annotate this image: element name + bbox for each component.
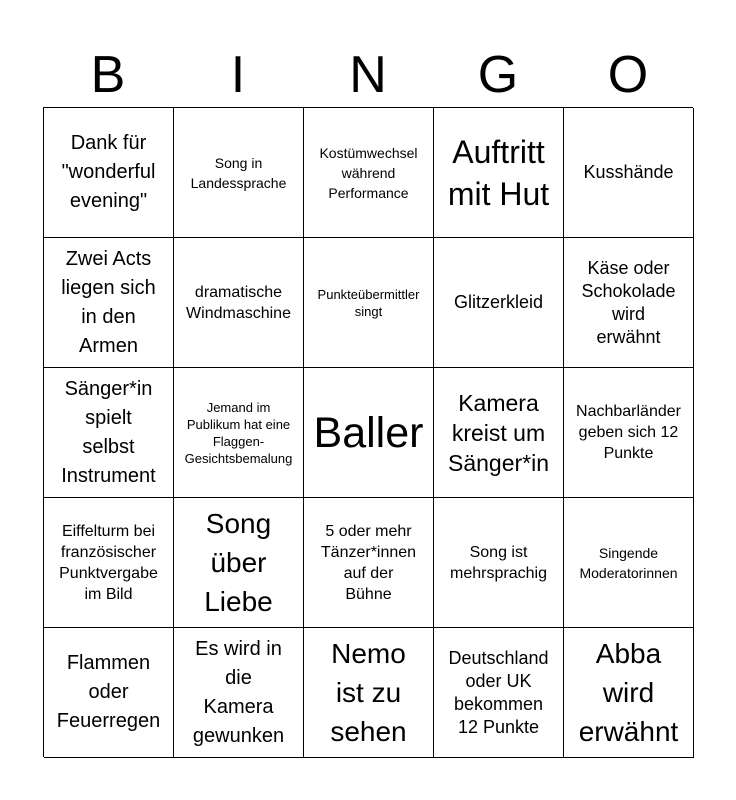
bingo-cell[interactable]: [304, 498, 434, 628]
header-letter-n: N: [349, 46, 387, 104]
bingo-cell[interactable]: [564, 108, 694, 238]
bingo-cell[interactable]: [174, 368, 304, 498]
bingo-cell[interactable]: [174, 238, 304, 368]
bingo-cell[interactable]: [304, 238, 434, 368]
bingo-cell-text: Flammen oder Feuerregen: [56, 652, 161, 732]
bingo-cell-text: dramatische Windmaschine: [186, 283, 291, 322]
bingo-cell[interactable]: [44, 238, 174, 368]
bingo-cell-text: Eiffelturm bei französischer Punktvergabe im Bild: [59, 522, 158, 603]
bingo-cell-text: Punkteübermittler singt: [317, 286, 420, 319]
header-letter-g: G: [477, 46, 519, 104]
bingo-cell-text: Song ist mehrsprachig: [450, 543, 547, 582]
bingo-cell[interactable]: [44, 108, 174, 238]
bingo-cell-text: Kostümwechsel während Performance: [319, 144, 418, 201]
bingo-cell[interactable]: [304, 368, 434, 498]
bingo-cell[interactable]: [434, 368, 564, 498]
bingo-cell[interactable]: [434, 628, 564, 758]
header-letter-i: I: [230, 46, 246, 104]
bingo-cell-text: Kamera kreist um Sänger*in: [447, 389, 550, 476]
bingo-cell[interactable]: [174, 108, 304, 238]
bingo-cell[interactable]: [564, 628, 694, 758]
bingo-cell-text: Es wird in die Kamera gewunken: [192, 637, 285, 747]
bingo-cell-text: Singende Moderatorinnen: [579, 544, 678, 581]
bingo-cell[interactable]: [564, 498, 694, 628]
bingo-cell[interactable]: [304, 628, 434, 758]
bingo-cell-text: Nachbarländer geben sich 12 Punkte: [576, 403, 681, 462]
bingo-cell-text: Zwei Acts liegen sich in den Armen: [61, 247, 156, 357]
bingo-cell-text: Nemo ist zu sehen: [330, 638, 407, 747]
bingo-header: [43, 46, 693, 104]
bingo-cell-text: Abba wird erwähnt: [578, 638, 679, 747]
bingo-cell[interactable]: [174, 628, 304, 758]
bingo-cell-text: Jemand im Publikum hat eine Flaggen- Gesichtsbemalung: [184, 399, 293, 466]
bingo-cell[interactable]: [44, 368, 174, 498]
bingo-cell-text: Glitzerkleid: [453, 292, 544, 312]
header-letter-o: O: [607, 46, 649, 104]
bingo-cell-text: Käse oder Schokolade wird erwähnt: [581, 257, 676, 347]
bingo-cell-text: Dank für "wonderful evening": [61, 132, 156, 212]
bingo-cell-text: 5 oder mehr Tänzer*innen auf der Bühne: [320, 522, 417, 603]
bingo-cell-text: Song über Liebe: [204, 508, 273, 617]
bingo-cell-text: Deutschland oder UK bekommen 12 Punkte: [448, 647, 549, 737]
bingo-cell[interactable]: [564, 368, 694, 498]
bingo-cell[interactable]: [44, 498, 174, 628]
bingo-cell-text: Auftritt mit Hut: [447, 133, 550, 212]
bingo-cell-text: Kusshände: [583, 162, 674, 182]
bingo-cell[interactable]: [434, 108, 564, 238]
bingo-cell-text: Sänger*in spielt selbst Instrument: [61, 377, 156, 487]
bingo-cell[interactable]: [304, 108, 434, 238]
bingo-cell[interactable]: [564, 238, 694, 368]
bingo-cell[interactable]: [44, 628, 174, 758]
bingo-cell-text: Baller: [313, 408, 424, 457]
header-letter-b: B: [90, 46, 126, 104]
bingo-cell-text: Song in Landessprache: [190, 154, 287, 191]
bingo-board: [43, 107, 693, 757]
bingo-cell[interactable]: [174, 498, 304, 628]
bingo-cell[interactable]: [434, 498, 564, 628]
bingo-cell[interactable]: [434, 238, 564, 368]
